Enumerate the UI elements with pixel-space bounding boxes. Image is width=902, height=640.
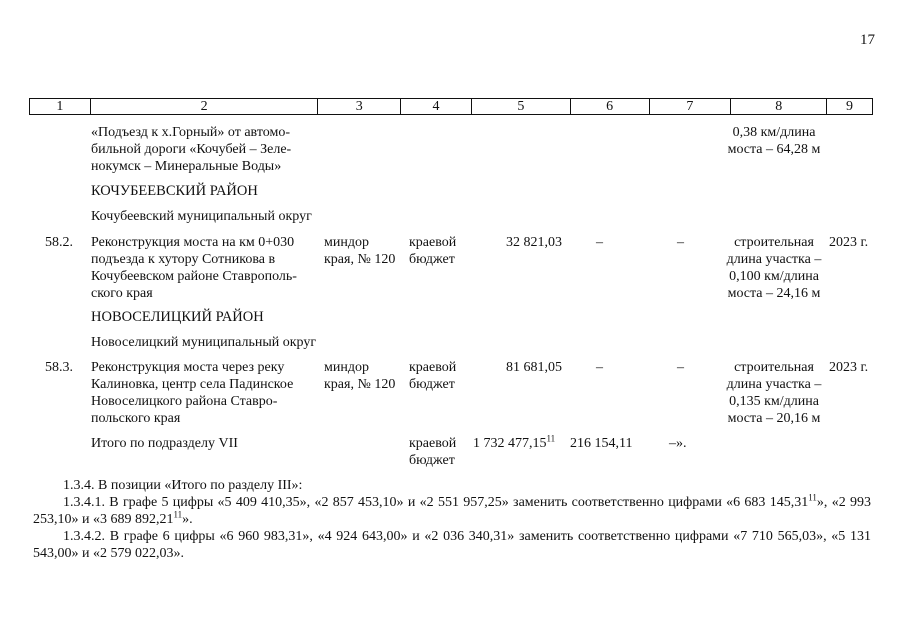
row-58-3-col4-line: краевой bbox=[409, 360, 457, 375]
total-row-label: Итого по подразделу VII bbox=[91, 436, 238, 451]
row-58-3-name-line: Новоселицкого района Ставро- bbox=[91, 394, 278, 409]
column-header-6: 6 bbox=[571, 99, 650, 114]
row-58-2-col3-line: миндор bbox=[324, 235, 369, 250]
row-58-3-col8-line: длина участка – bbox=[726, 377, 822, 392]
column-header-3: 3 bbox=[318, 99, 401, 114]
row-58-2-col8-line: 0,100 км/длина bbox=[729, 269, 819, 284]
column-header-1: 1 bbox=[30, 99, 91, 114]
paragraph-1-3-4-1-footnote-1: 11 bbox=[808, 492, 817, 503]
cont-row-name-line: нокумск – Минеральные Воды» bbox=[91, 159, 282, 174]
row-58-2-col3-line: края, № 120 bbox=[324, 252, 396, 267]
row-58-3-col3 bbox=[324, 359, 395, 393]
row-58-3-name bbox=[91, 359, 318, 427]
row-58-3-col3-line: края, № 120 bbox=[324, 377, 396, 392]
total-row-col6: 216 154,11 bbox=[570, 436, 633, 451]
page-number: 17 bbox=[860, 32, 875, 48]
district-heading-novoselitsky: НОВОСЕЛИЦКИЙ РАЙОН bbox=[91, 309, 264, 325]
row-number-58-2: 58.2. bbox=[45, 235, 73, 250]
row-58-2-col7: – bbox=[677, 235, 684, 250]
row-58-2-col8-line: строительная bbox=[734, 235, 814, 250]
row-58-2-col6: – bbox=[596, 235, 603, 250]
paragraph-1-3-4-1-text-a: 1.3.4.1. В графе 5 цифры «5 409 410,35», «2 857 453,10» и «2 551 957,25» заменить соответственно цифрами «6 683 145,31 bbox=[63, 495, 809, 510]
row-58-3-col4 bbox=[409, 359, 456, 393]
row-58-2-col9: 2023 г. bbox=[829, 235, 869, 250]
total-row-col4 bbox=[409, 435, 456, 469]
row-58-2-name-line: Кочубеевском районе Ставрополь- bbox=[91, 269, 297, 284]
row-58-2-col5: 32 821,03 bbox=[506, 235, 562, 250]
table-header-row bbox=[29, 98, 873, 115]
row-58-3-name-line: Реконструкция моста через реку bbox=[91, 360, 285, 375]
total-row-col5-value: 1 732 477,15 bbox=[473, 436, 547, 451]
row-58-2-name-line: подъезда к хутору Сотникова в bbox=[91, 252, 276, 267]
row-58-3-col8 bbox=[712, 359, 836, 427]
okrug-heading-kochubeevsky: Кочубеевский муниципальный округ bbox=[91, 209, 312, 224]
row-58-3-col5: 81 681,05 bbox=[506, 360, 562, 375]
row-58-2-col8-line: моста – 24,16 м bbox=[727, 286, 821, 301]
okrug-heading-novoselitsky: Новоселицкий муниципальный округ bbox=[91, 335, 317, 350]
column-header-2: 2 bbox=[91, 99, 318, 114]
column-header-7: 7 bbox=[650, 99, 732, 114]
row-58-2-col8-line: длина участка – bbox=[726, 252, 822, 267]
column-header-5: 5 bbox=[472, 99, 571, 114]
row-58-3-name-line: Калиновка, центр села Падинское bbox=[91, 377, 294, 392]
row-number-58-3: 58.3. bbox=[45, 360, 73, 375]
paragraph-1-3-4-1-footnote-2: 11 bbox=[173, 509, 183, 520]
cont-row-col8 bbox=[712, 124, 836, 158]
row-58-3-col8-line: строительная bbox=[734, 360, 814, 375]
district-heading-kochubeevsky: КОЧУБЕЕВСКИЙ РАЙОН bbox=[91, 183, 258, 199]
row-58-3-col8-line: 0,135 км/длина bbox=[729, 394, 819, 409]
row-58-2-name bbox=[91, 234, 318, 302]
column-header-8: 8 bbox=[731, 99, 827, 114]
row-58-3-name-line: польского края bbox=[91, 411, 181, 426]
row-58-3-col9: 2023 г. bbox=[829, 360, 869, 375]
cont-row-col8-line: моста – 64,28 м bbox=[727, 142, 821, 157]
total-row-col4-line: бюджет bbox=[409, 453, 455, 468]
total-row-col4-line: краевой bbox=[409, 436, 457, 451]
row-58-2-col4 bbox=[409, 234, 456, 268]
paragraph-1-3-4-1-text-b: », «2 993 253,10» и «3 689 892,21 bbox=[33, 495, 872, 527]
cont-row-name-line: бильной дороги «Кочубей – Зеле- bbox=[91, 142, 292, 157]
paragraph-1-3-4-2: 1.3.4.2. В графе 6 цифры «6 960 983,31», «4 924 643,00» и «2 036 340,31» заменить соответственно цифрами «7 710 565,03», «5 131 543,00» и «2 579 022,03». bbox=[33, 529, 871, 561]
paragraph-1-3-4-1-text-c: ». bbox=[182, 512, 193, 527]
row-58-3-col6: – bbox=[596, 360, 603, 375]
row-58-2-name-line: ского края bbox=[91, 286, 153, 301]
row-58-2-name-line: Реконструкция моста на км 0+030 bbox=[91, 235, 295, 250]
total-row-col5-footnote: 11 bbox=[546, 433, 556, 444]
column-header-4: 4 bbox=[401, 99, 472, 114]
total-row-col7: –». bbox=[669, 436, 687, 451]
column-header-9: 9 bbox=[846, 99, 854, 114]
row-58-2-col4-line: краевой bbox=[409, 235, 457, 250]
cont-row-name bbox=[91, 124, 318, 175]
total-row-col5 bbox=[473, 435, 555, 452]
row-58-3-col8-line: моста – 20,16 м bbox=[727, 411, 821, 426]
cont-row-name-line: «Подъезд к х.Горный» от автомо- bbox=[91, 125, 291, 140]
paragraph-1-3-4: 1.3.4. В позиции «Итого по разделу III»: bbox=[63, 478, 303, 493]
row-58-3-col3-line: миндор bbox=[324, 360, 369, 375]
row-58-2-col3 bbox=[324, 234, 395, 268]
row-58-3-col7: – bbox=[677, 360, 684, 375]
paragraph-1-3-4-1 bbox=[33, 494, 871, 528]
cont-row-col8-line: 0,38 км/длина bbox=[732, 125, 816, 140]
row-58-2-col8 bbox=[712, 234, 836, 302]
row-58-3-col4-line: бюджет bbox=[409, 377, 455, 392]
row-58-2-col4-line: бюджет bbox=[409, 252, 455, 267]
